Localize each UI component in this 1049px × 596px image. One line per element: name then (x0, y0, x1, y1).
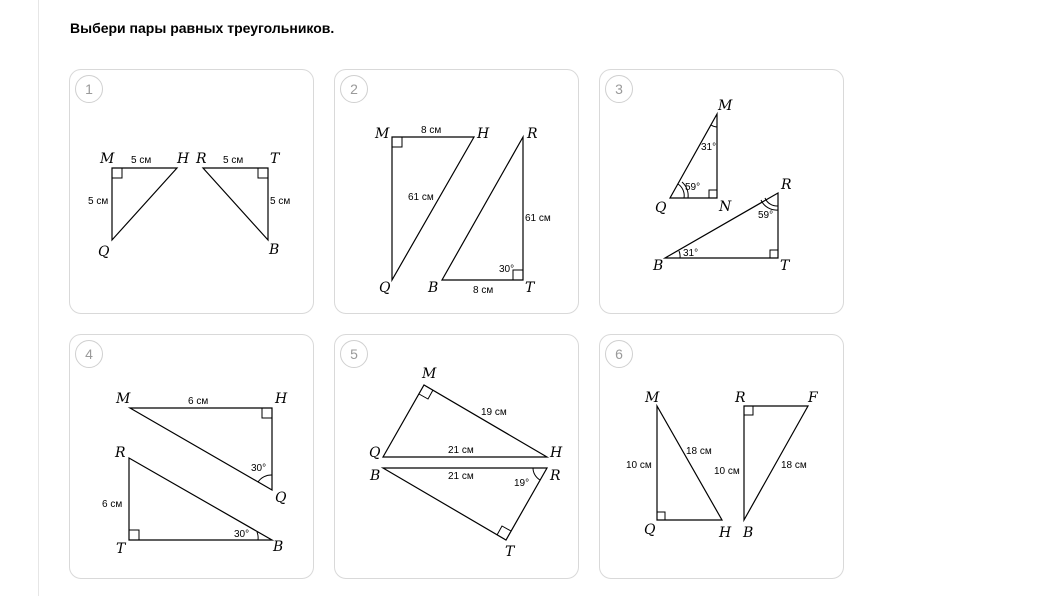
side-length-MQ: 5 см (88, 196, 109, 207)
triangles-figure-6 (600, 335, 845, 580)
triangle-RTB (442, 137, 523, 280)
triangle-MHQ (130, 408, 272, 490)
vertex-label-M: M (116, 391, 131, 407)
side-length-TB: 5 см (270, 196, 291, 207)
answer-card-6[interactable] (599, 334, 844, 579)
vertex-label-R: R (550, 468, 561, 484)
vertex-label-T: T (505, 544, 515, 560)
angle-M-value: 31° (701, 142, 717, 153)
side-length-MH: 19 см (481, 407, 507, 418)
triangles-figure-5 (335, 335, 580, 580)
right-angle-mark (262, 408, 272, 418)
vertex-label-Q: Q (644, 522, 656, 538)
right-angle-mark (657, 512, 665, 520)
answer-card-1[interactable] (69, 69, 314, 314)
angle-arc-Q (678, 184, 684, 198)
vertex-label-B: B (428, 280, 439, 296)
vertex-label-H: H (177, 151, 190, 167)
angle-T-value: 30° (499, 264, 515, 275)
side-length-MQ: 10 см (626, 460, 652, 471)
vertex-label-R: R (735, 390, 746, 406)
triangle-MQH (657, 406, 722, 520)
vertex-label-M: M (645, 390, 660, 406)
angle-R-value: 59° (758, 210, 774, 221)
vertex-label-B: B (370, 468, 381, 484)
side-length-HQ: 61 см (408, 192, 434, 203)
vertex-label-B: B (273, 539, 284, 555)
angle-R-value: 19° (514, 478, 530, 489)
side-length-BR: 21 см (448, 471, 474, 482)
page-left-divider (38, 0, 39, 596)
vertex-label-T: T (116, 541, 126, 557)
vertex-label-B: B (743, 525, 754, 541)
vertex-label-R: R (115, 445, 126, 461)
answer-card-3[interactable] (599, 69, 844, 314)
right-angle-mark (112, 168, 122, 178)
answer-card-2[interactable] (334, 69, 579, 314)
right-angle-mark (744, 406, 753, 415)
answer-card-5[interactable] (334, 334, 579, 579)
vertex-label-Q: Q (98, 244, 110, 260)
vertex-label-N: N (719, 199, 732, 215)
vertex-label-H: H (550, 445, 563, 461)
side-length-RT: 6 см (102, 499, 123, 510)
vertex-label-M: M (718, 98, 733, 114)
side-length-MH: 8 см (421, 125, 442, 136)
triangles-figure-1 (70, 70, 315, 315)
card-number-badge: 1 (75, 75, 103, 103)
triangle-MHQ (392, 137, 474, 280)
right-angle-mark (392, 137, 402, 147)
angle-B-value: 30° (234, 529, 250, 540)
vertex-label-T: T (780, 258, 790, 274)
vertex-label-F: F (808, 390, 818, 406)
angle-arc-B (257, 532, 258, 540)
side-length-MH: 18 см (686, 446, 712, 457)
angle-B-value: 31° (683, 248, 699, 259)
side-length-FB: 18 см (781, 460, 807, 471)
side-length-RB: 10 см (714, 466, 740, 477)
card-number-badge: 4 (75, 340, 103, 368)
vertex-label-Q: Q (369, 445, 381, 461)
card-number-badge: 2 (340, 75, 368, 103)
vertex-label-Q: Q (379, 280, 391, 296)
angle-arc-Q (258, 475, 272, 482)
vertex-label-H: H (719, 525, 732, 541)
right-angle-mark (513, 270, 523, 280)
vertex-label-M: M (422, 366, 437, 382)
right-angle-mark (770, 250, 778, 258)
angle-Q-value: 59° (685, 182, 701, 193)
angle-arc-B (679, 251, 680, 258)
vertex-label-Q: Q (275, 490, 287, 506)
angle-Q-value: 30° (251, 463, 267, 474)
card-number-badge: 6 (605, 340, 633, 368)
angle-arc-R (533, 468, 540, 480)
side-length-RT: 5 см (223, 155, 244, 166)
vertex-label-B: B (269, 242, 280, 258)
card-number-badge: 3 (605, 75, 633, 103)
vertex-label-T: T (270, 151, 280, 167)
right-angle-mark (497, 526, 511, 535)
side-length-RT: 61 см (525, 213, 551, 224)
triangle-RTB (203, 168, 268, 240)
side-length-MH: 5 см (131, 155, 152, 166)
answer-card-4[interactable] (69, 334, 314, 579)
side-length-BT: 8 см (473, 285, 494, 296)
vertex-label-R: R (527, 126, 538, 142)
side-length-MH: 6 см (188, 396, 209, 407)
vertex-label-R: R (196, 151, 207, 167)
right-angle-mark (258, 168, 268, 178)
triangles-figure-2 (335, 70, 580, 315)
vertex-label-H: H (275, 391, 288, 407)
vertex-label-B: B (653, 258, 664, 274)
vertex-label-H: H (477, 126, 490, 142)
triangles-figure-3 (600, 70, 845, 315)
right-angle-mark (129, 530, 139, 540)
vertex-label-T: T (525, 280, 535, 296)
triangle-MHQ (112, 168, 177, 240)
right-angle-mark (419, 390, 433, 399)
task-title: Выбери пары равных треугольников. (70, 20, 335, 36)
vertex-label-R: R (781, 177, 792, 193)
vertex-label-M: M (375, 126, 390, 142)
angle-arc-M (711, 125, 717, 127)
vertex-label-M: M (100, 151, 115, 167)
triangles-figure-4 (70, 335, 315, 580)
vertex-label-Q: Q (655, 200, 667, 216)
card-number-badge: 5 (340, 340, 368, 368)
side-length-QH: 21 см (448, 445, 474, 456)
right-angle-mark (709, 190, 717, 198)
